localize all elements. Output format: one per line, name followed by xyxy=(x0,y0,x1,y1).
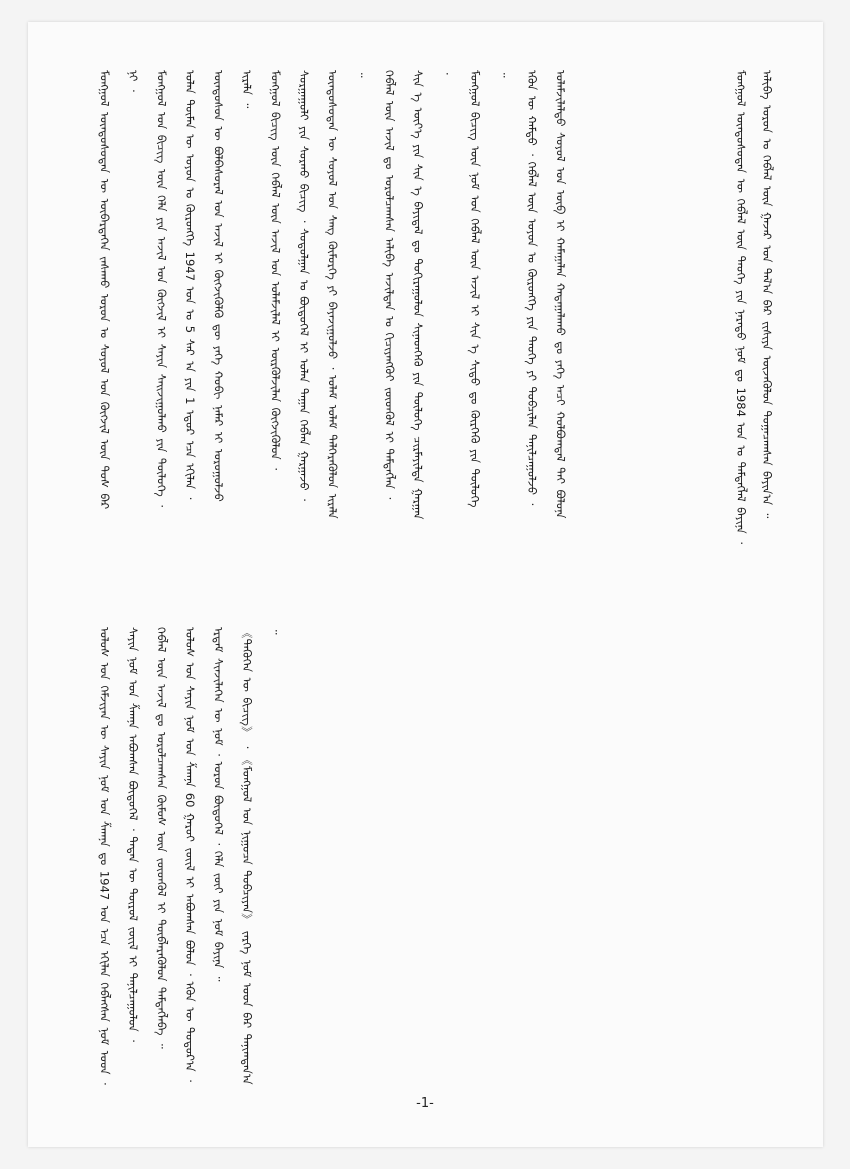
main-text-top xyxy=(90,70,570,520)
page-number: -1- xyxy=(416,1096,434,1111)
text-line: ᠮᠣᠩᠭᠣᠯ ᠪᠢᠴᠢᠭ ᠦᠨ ᠨᠣᠮ ᠤᠨ ᠬᠡᠪᠯᠡᠯ ᠦᠨ ᠠᠵᠢᠯ ᠢ ᠰᠢᠨ ᠡ ᠰᠢᠲᠦ ᠳᠤ ᠬᠦᠷᠭᠡᠬᠦ ᠶᠢᠨ ᠲᠥᠯᠦᠭᠡ ᠃ xyxy=(468,70,511,508)
text-line: 《ᠲᠡᠭᠦᠬᠡᠨ ᠦ ᠪᠢᠴᠢᠭ》 ᠂ 《ᠮᠣᠩᠭᠣᠯ ᠤᠨ ᠨᠢᠭᠤᠴᠠ ᠲᠣᠪᠴᠢᠶᠠᠨ》 ᠵᠡᠷᠭᠡ ᠨᠣᠮ ᠤᠳ ᠪᠠᠷ ᠲᠠᠨᠢᠭᠳᠠᠨ᠎ᠠ ᠃ xyxy=(240,627,283,1085)
text-line: ᠬᠡᠪᠯᠡᠯ ᠦᠨ ᠠᠵᠢᠯ ᠳᠤ ᠣᠷᠤᠯᠴᠠᠭᠰᠠᠨ ᠬᠥᠮᠦᠰ ᠦᠨ ᠵᠦᠳᠬᠦᠯ ᠢ ᠲᠥᠪᠯᠡᠷᠡᠭᠦᠯᠦᠨ ᠲᠡᠮᠳᠡᠭᠯᠡᠪᠡ ᠃ xyxy=(154,627,169,1049)
text-line: ᠮᠣᠩᠭᠣᠯ ᠦᠨᠳᠦᠰᠦᠲᠡᠨ ᠦ ᠬᠡᠪᠯᠡᠯ ᠦᠨ ᠲᠡᠦᠬᠡ ᠶᠢᠨ ᠨᠡᠷᠡᠲᠦ ᠨᠣᠮ ᠳᠤ 1984 ᠣᠨ ᠤ ᠲᠡᠮᠳᠡᠭᠯᠡᠯ ᠪᠠᠶᠢᠨᠠ ᠂ xyxy=(734,70,748,544)
text-line: ᠣᠯᠠᠨ ᠲᠦᠮᠡᠨ ᠦ ᠣᠶᠤᠨ ᠤ ᠬᠥᠷᠦᠩᠭᠡ 1947 ᠣᠨ ᠤ 5 ᠰᠠᠷ ᠠ ᠶᠢᠨ 1 ᠡᠳᠦᠷ ᠡᠴᠡ ᠡᠬᠢᠯᠡᠨ ᠂ xyxy=(183,70,197,500)
text-line: ᠦᠨᠳᠦᠰᠦᠨ ᠦ ᠪᠣᠯᠪᠠᠰᠤᠷᠠᠯ ᠤᠨ ᠠᠵᠢᠯ ᠢ ᠬᠥᠭᠵᠢᠭᠦᠯᠬᠦ ᠳᠦ ᠶᠡᠬᠡ ᠬᠤᠪᠢ ᠨᠡᠮᠡᠷ ᠢ ᠣᠷᠤᠭᠤᠯᠵᠤ ᠢᠷᠡᠯᠡ ᠃ xyxy=(211,70,254,502)
text-line: ᠮᠣᠩᠭᠣᠯ ᠦᠨᠳᠦᠰᠦᠲᠡᠨ ᠦ ᠦᠪᠡᠷᠲᠡᠭᠡᠨ ᠵᠠᠰᠠᠬᠤ ᠣᠷᠤᠨ ᠤ ᠰᠣᠶᠣᠯ ᠤᠨ ᠬᠥᠭᠵᠢᠯ ᠦᠨ ᠲᠤᠰ ᠪᠠᠷ ᠨᠢ ᠂ xyxy=(97,70,140,510)
text-line: ᠠᠯᠢᠪᠠ ᠣᠷᠤᠨ ᠤ ᠬᠡᠪᠯᠡᠯ ᠦᠨ ᠭᠠᠵᠠᠷ ᠤᠨ ᠲᠠᠯ᠎ᠠ ᠪᠠᠷ ᠵᠢᠱᠢᠶᠡ ᠦᠵᠡᠭᠦᠯᠦᠨ ᠲᠣᠭᠠᠴᠠᠭᠰᠠᠨ ᠪᠠᠶᠢᠨ᠎ᠠ ᠃ xyxy=(760,70,774,519)
main-text-bottom xyxy=(90,627,746,1097)
text-line: ᠰᠠᠶᠢᠨ ᠨᠣᠮ ᠤᠨ ᠱᠠᠭᠨᠠ ᠠᠪᠤᠭᠰᠠᠨ ᠪᠦᠲᠦᠭᠡᠯ ᠂ ᠲᠡᠳᠡᠨ ᠦ ᠲᠦᠷᠦᠯ ᠵᠦᠢᠯ ᠢ ᠲᠠᠨᠢᠯᠴᠠᠭᠤᠯᠤᠨ ᠂ xyxy=(126,627,140,1042)
text-line: ᠦᠨᠳᠦᠰᠦᠲᠡᠨ ᠦ ᠰᠣᠶᠣᠯ ᠤᠨ ᠰᠠᠩ ᠬᠥᠮᠦᠷᠭᠡ ᠶᠢ ᠪᠠᠶᠠᠵᠢᠭᠤᠯᠵᠤ ᠂ ᠤᠯᠠᠮ ᠤᠯᠠᠮ ᠳᠡᠯᠭᠡᠷᠡᠭᠦᠯᠦᠨ ᠢᠷᠡᠯᠡ ᠃ xyxy=(325,70,368,519)
text-line: ᠤᠯᠠᠮᠵᠢᠯᠠᠯᠲᠤ ᠰᠣᠶᠣᠯ ᠤᠨ ᠦᠪ ᠢ ᠬᠠᠮᠠᠭᠠᠯᠠᠨ ᠬᠠᠳᠠᠭᠠᠯᠠᠬᠤ ᠳᠤ ᠶᠡᠬᠡ ᠠᠴᠢ ᠬᠣᠯᠪᠤᠭᠳᠠᠯ ᠲᠠᠢ ᠪᠣᠯᠤᠨᠠ xyxy=(553,70,568,519)
document-page xyxy=(28,22,823,1147)
text-line: ᠰᠢᠨ ᠡ ᠦᠶ᠎ᠡ ᠶᠢᠨ ᠰᠢᠨ ᠡ ᠪᠠᠶᠢᠳᠠᠯ ᠳᠤ ᠲᠣᠬᠢᠷᠠᠭᠤᠯᠤᠨ ᠰᠢᠨᠡᠳᠬᠡᠬᠦ ᠶᠢᠨ ᠲᠥᠯᠦᠭᠡ ᠴᠢᠷᠮᠠᠶᠢᠯᠲᠠ ᠭᠠᠷᠭᠠᠨ ᠂ xyxy=(411,70,454,520)
text-line: ᠰᠤᠷᠭᠠᠭᠤᠯᠢ ᠶᠢᠨ ᠰᠤᠷᠬᠤ ᠪᠢᠴᠢᠭ ᠂ ᠰᠤᠳᠤᠯᠭᠠᠨ ᠤ ᠪᠦᠲᠦᠭᠡᠯ ᠢ ᠣᠯᠠᠨ ᠳᠠᠭᠠᠨ ᠬᠡᠪᠯᠡᠨ ᠭᠠᠷᠭᠠᠵᠤ ᠂ xyxy=(297,70,311,501)
text-line: ᠤᠯᠤᠰ ᠤᠨ ᠬᠡᠮᠵᠢᠶᠡᠨ ᠦ ᠰᠠᠶᠢᠨ ᠨᠣᠮ ᠤᠨ ᠱᠠᠭᠨᠠ ᠳᠤ 1947 ᠣᠨ ᠡᠴᠡ ᠡᠬᠢᠯᠡᠨ ᠬᠡᠪᠯᠡᠭᠰᠡᠨ ᠨᠣᠮ ᠤᠳ ᠂ xyxy=(97,627,112,1085)
text-line: ᠤᠯᠤᠰ ᠤᠨ ᠰᠠᠶᠢᠨ ᠨᠣᠮ ᠤᠨ ᠱᠠᠭᠨᠠ 60 ᠭᠠᠷᠤᠢ ᠵᠦᠢᠯ ᠢ ᠠᠪᠤᠭᠰᠠᠨ ᠪᠣᠯᠤᠨ ᠂ ᠡᠭᠦᠨ ᠦ ᠳᠤᠲᠤᠷ᠎ᠠ ᠂ xyxy=(183,627,197,1082)
text-line: ᠬᠡᠪᠯᠡᠯ ᠦᠨ ᠠᠵᠢᠯ ᠳᠤ ᠣᠷᠤᠯᠴᠠᠭᠰᠠᠨ ᠠᠯᠢᠪᠠ ᠠᠵᠢᠯᠲᠠᠨ ᠤ ᠬᠢᠴᠢᠶᠡᠩᠭᠦᠢ ᠵᠦᠳᠬᠦᠯ ᠢ ᠲᠡᠮᠳᠡᠭᠯᠡᠨ ᠂ xyxy=(382,70,397,500)
text-line: ᠡᠷᠳᠡᠮ ᠰᠢᠨᠵᠢᠯᠡᠭᠡᠨ ᠦ ᠨᠣᠮ ᠂ ᠤᠷᠤᠨ ᠪᠦᠲᠦᠭᠡᠯ ᠂ ᠬᠡᠯᠡ ᠵᠦᠢ ᠶᠢᠨ ᠨᠣᠮ ᠪᠠᠶᠢᠨᠠ ᠃ xyxy=(211,627,226,982)
text-line: ᠮᠣᠩᠭᠣᠯ ᠪᠢᠴᠢᠭ ᠦᠨ ᠬᠡᠪᠯᠡᠯ ᠦᠨ ᠠᠵᠢᠯ ᠤᠨ ᠤᠯᠠᠮᠵᠢᠯᠠᠯ ᠢ ᠦᠷᠭᠦᠯᠵᠢᠯᠡᠨ ᠬᠥᠭᠵᠢᠭᠦᠯᠦᠨ ᠂ xyxy=(268,70,283,470)
text-line: ᠡᠭᠦᠨ ᠦ ᠬᠠᠮᠲᠤ ᠂ ᠬᠡᠪᠯᠡᠯ ᠦᠨ ᠣᠶᠤᠨ ᠤ ᠬᠥᠷᠦᠩᠭᠡ ᠶᠢᠨ ᠲᠡᠦᠬᠡ ᠶᠢ ᠲᠣᠪᠴᠢᠯᠠᠨ ᠲᠠᠨᠢᠯᠴᠠᠭᠤᠯᠵᠤ ᠂ xyxy=(525,70,539,506)
text-line: ᠮᠣᠩᠭᠣᠯ ᠤᠨ ᠪᠢᠴᠢᠭ ᠦᠨ ᠬᠡᠯᠡ ᠶᠢᠨ ᠠᠵᠢᠯ ᠤᠨ ᠬᠥᠭᠵᠢᠯ ᠢ ᠰᠠᠶᠢᠨ ᠰᠠᠢᠵᠢᠭᠤᠯᠬᠤ ᠶᠢᠨ ᠲᠥᠯᠦᠭᠡ ᠂ xyxy=(154,70,169,507)
